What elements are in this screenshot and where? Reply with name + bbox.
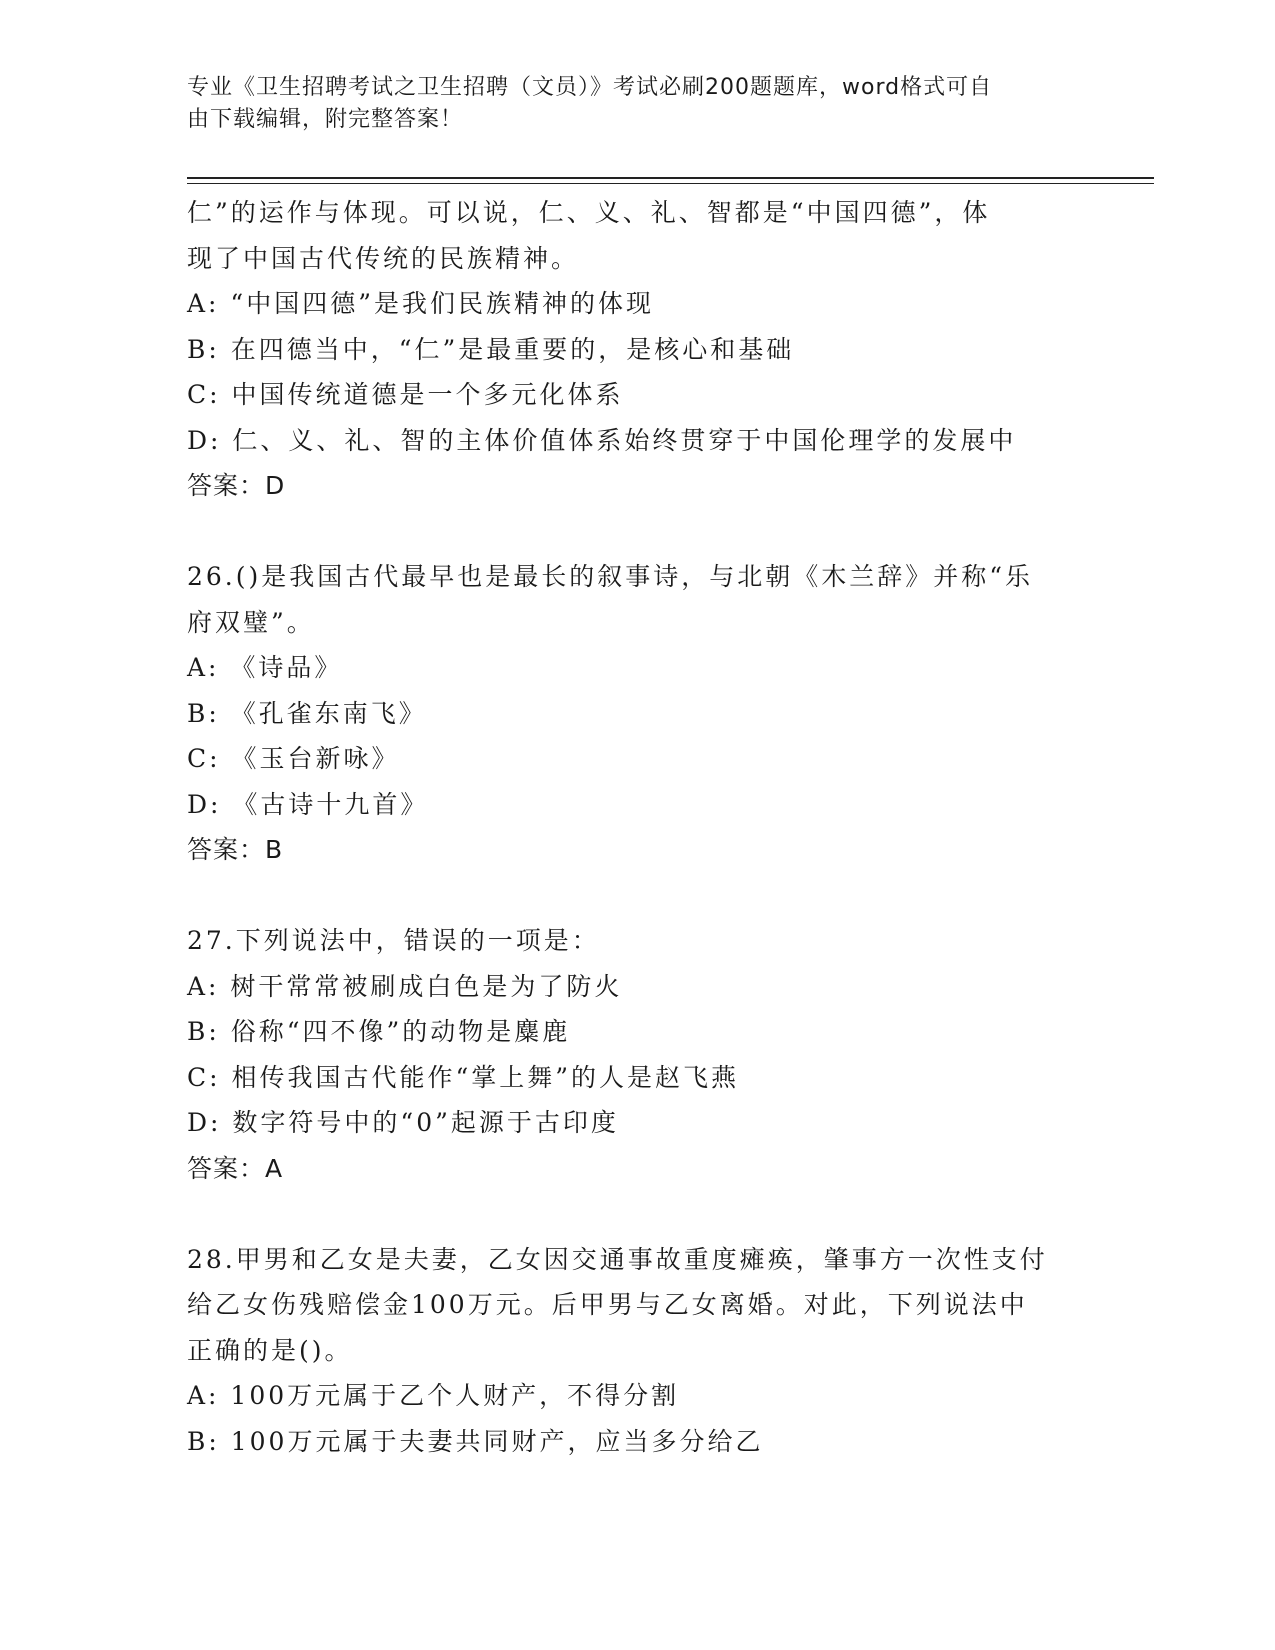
question-text: 现了中国古代传统的民族精神。	[187, 243, 580, 273]
header-rule-thin	[187, 183, 1154, 184]
option-b: B: 在四德当中，“仁”是最重要的，是核心和基础	[187, 334, 795, 364]
question-text: 27.下列说法中，错误的一项是：	[187, 926, 600, 955]
option-d: D: 数字符号中的“0”起源于古印度	[187, 1108, 619, 1137]
header-line-1: 专业《卫生招聘考试之卫生招聘（文员）》考试必刷200题题库，word格式可自	[187, 75, 993, 100]
question-text: 正确的是()。	[187, 1335, 353, 1365]
option-c: C: 相传我国古代能作“掌上舞”的人是赵飞燕	[187, 1062, 740, 1092]
question-25	[187, 190, 1087, 509]
answer: 答案：B	[187, 835, 284, 864]
option-a: A: “中国四德”是我们民族精神的体现	[187, 289, 654, 318]
question-text: 给乙女伤残赔偿金100万元。后甲男与乙女离婚。对此，下列说法中	[187, 1290, 1028, 1319]
question-26	[187, 554, 1087, 873]
option-a: A: 100万元属于乙个人财产，不得分割	[187, 1381, 680, 1410]
question-28	[187, 1237, 1087, 1465]
option-d: D: 仁、义、礼、智的主体价值体系始终贯穿于中国伦理学的发展中	[187, 425, 1017, 455]
spacer	[187, 1191, 1087, 1237]
question-text: 仁”的运作与体现。可以说，仁、义、礼、智都是“中国四德”，体	[187, 198, 991, 227]
spacer	[187, 509, 1087, 555]
question-text: 府双璧”。	[187, 607, 315, 637]
header-line-2: 由下载编辑，附完整答案！	[187, 107, 464, 132]
question-text: 26.()是我国古代最早也是最长的叙事诗，与北朝《木兰辞》并称“乐	[187, 562, 1034, 591]
question-27	[187, 918, 1087, 1191]
answer: 答案：A	[187, 1153, 284, 1183]
answer: 答案：D	[187, 471, 286, 500]
question-text: 28.甲男和乙女是夫妻，乙女因交通事故重度瘫痪，肇事方一次性支付	[187, 1244, 1048, 1274]
option-b: B: 俗称“四不像”的动物是麋鹿	[187, 1017, 571, 1046]
option-a: A: 树干常常被刷成白色是为了防火	[187, 971, 623, 1001]
question-content	[187, 190, 1087, 1464]
option-b: B: 《孔雀东南飞》	[187, 698, 427, 728]
option-c: C: 中国传统道德是一个多元化体系	[187, 380, 624, 409]
header-rule-thick	[187, 177, 1154, 179]
option-a: A: 《诗品》	[187, 653, 343, 682]
option-d: D: 《古诗十九首》	[187, 789, 429, 819]
document-header	[187, 72, 1067, 136]
option-b: B: 100万元属于夫妻共同财产，应当多分给乙	[187, 1426, 764, 1456]
spacer	[187, 873, 1087, 919]
option-c: C: 《玉台新咏》	[187, 744, 400, 773]
